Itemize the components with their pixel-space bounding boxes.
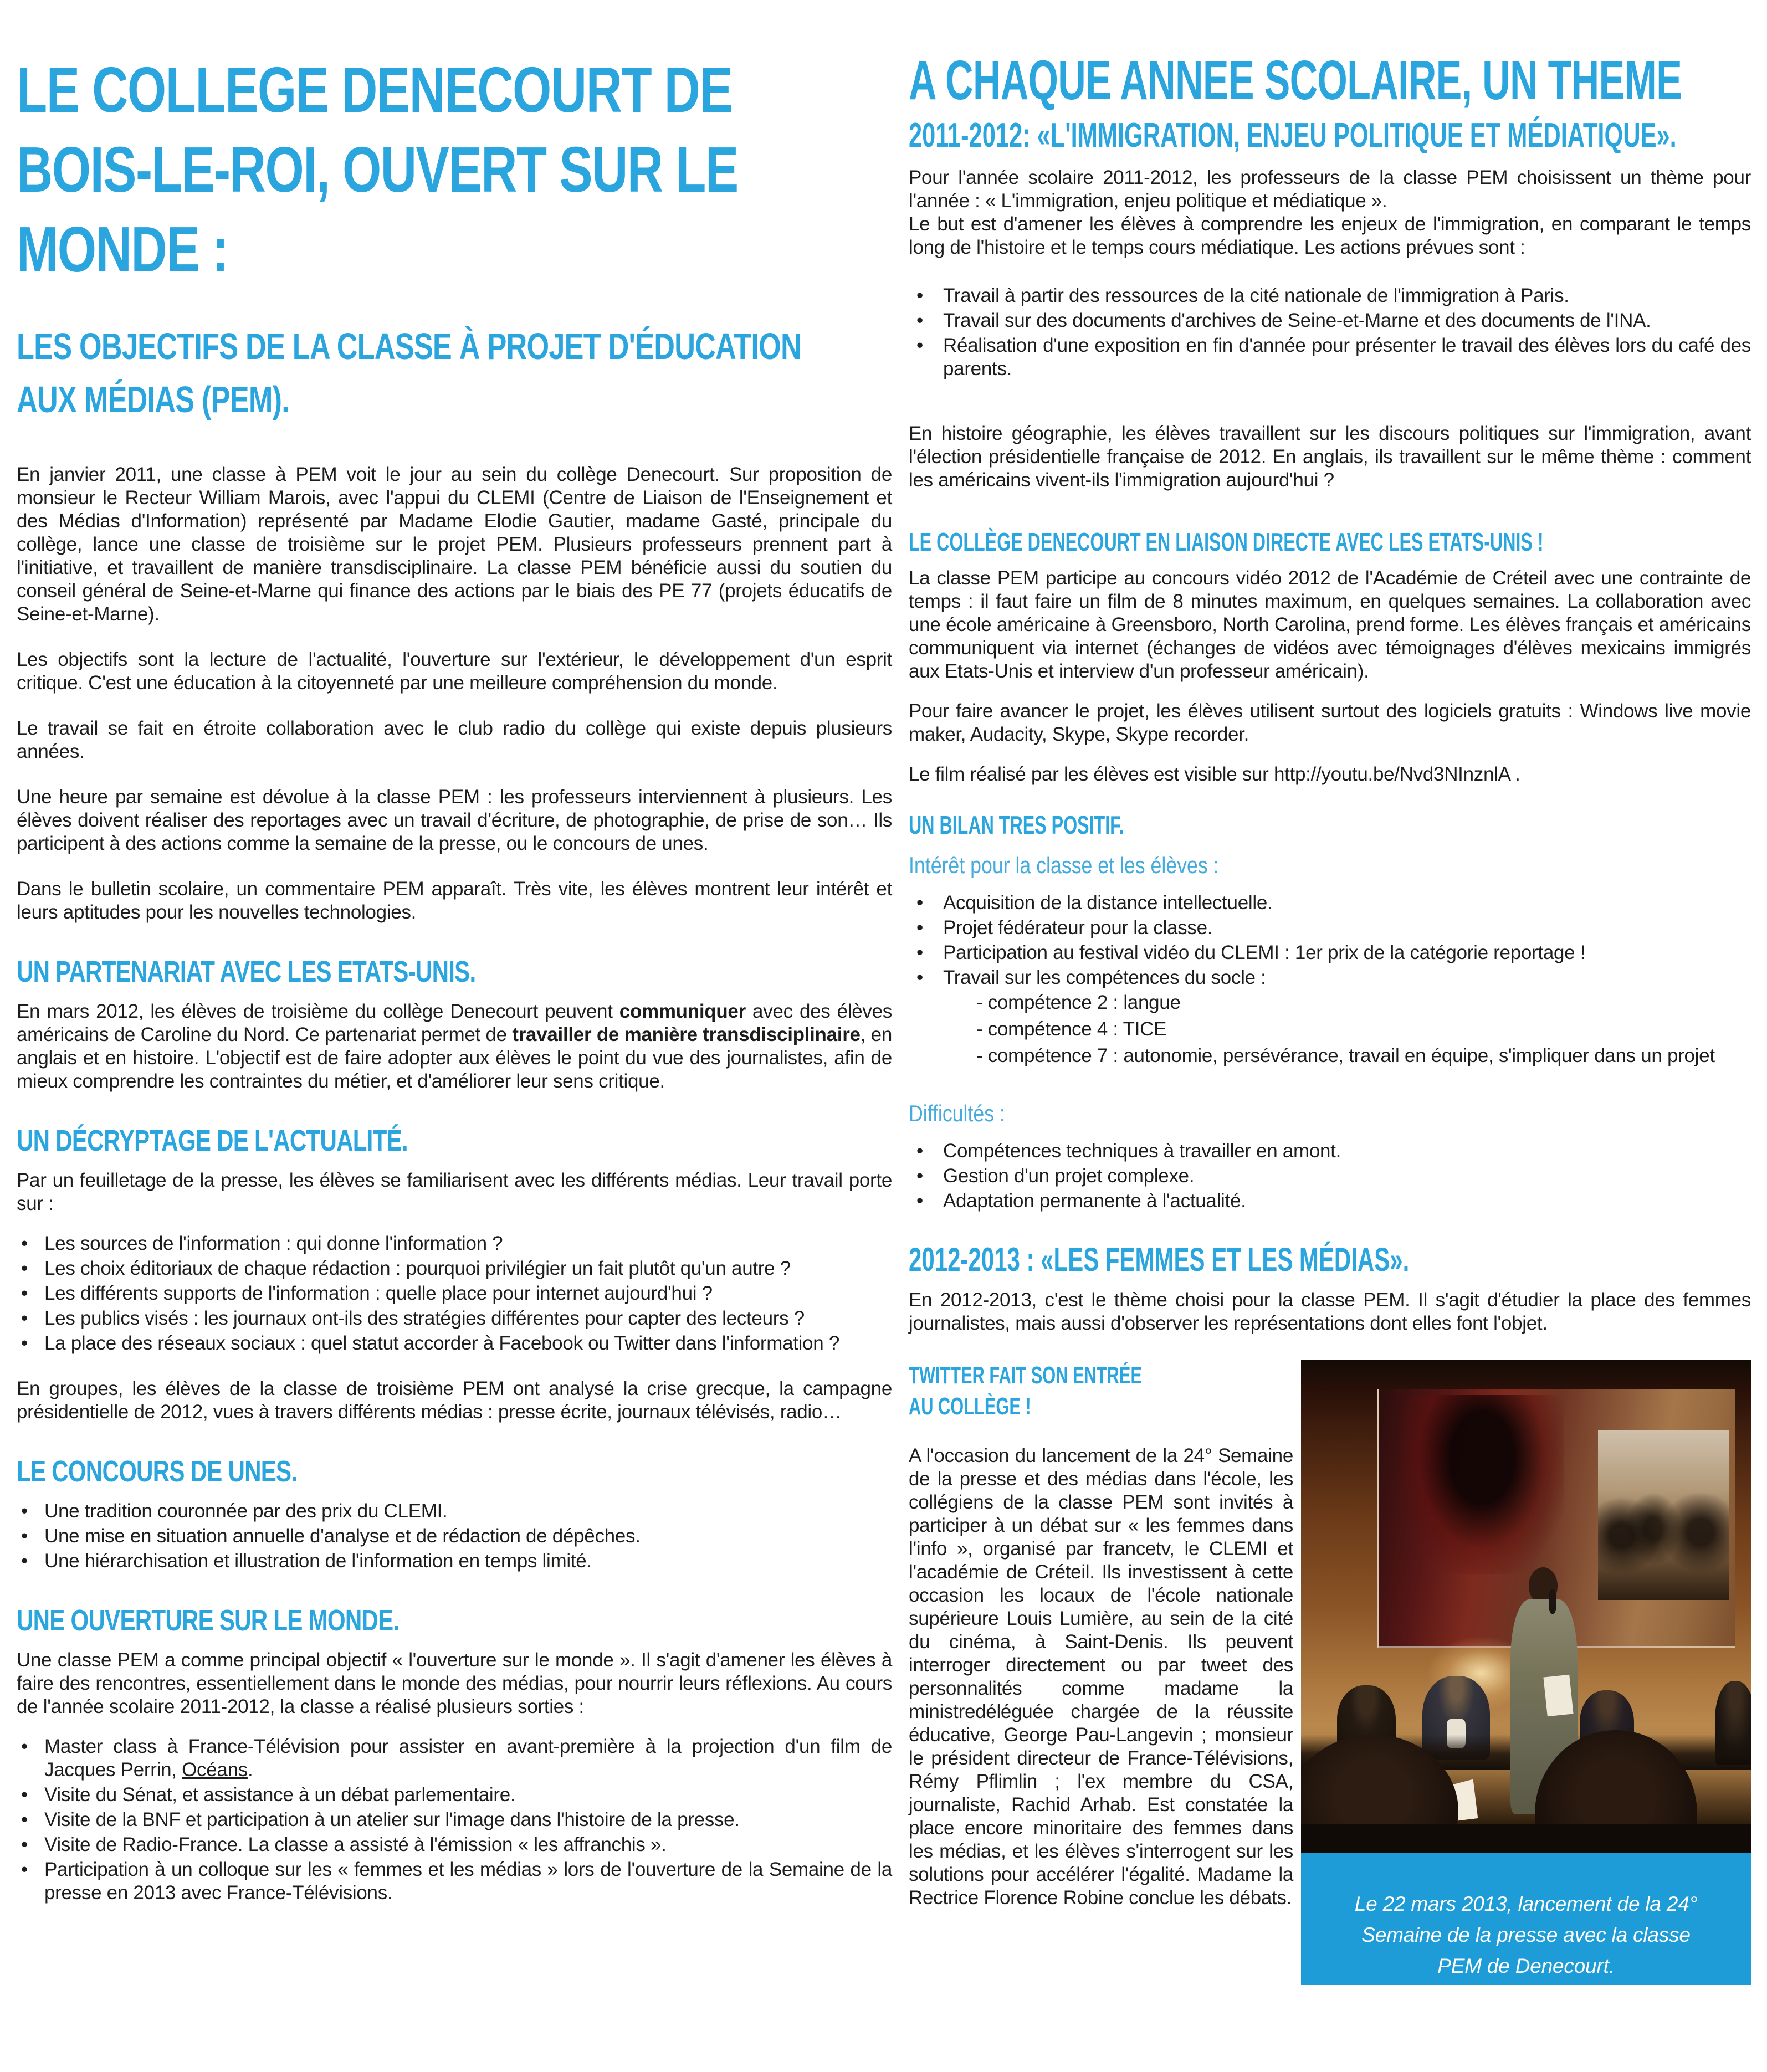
paragraph-femmes-medias: En 2012-2013, c'est le thème choisi pour la classe PEM. Il s'agit d'étudier la place des femmes journalistes, mais aussi d'observer les représentations dont elles font l'objet. (909, 1289, 1751, 1334)
page-title-line3: MONDE : (17, 213, 228, 285)
list-item: • Travail sur les compétences du socle : (909, 966, 1751, 989)
list-item: • Projet fédérateur pour la classe. (909, 916, 1751, 940)
heading-ouverture: UNE OUVERTURE SUR LE MONDE. (17, 1604, 400, 1637)
heading-twitter: TWITTER FAIT SON ENTRÉE AU COLLÈGE ! (909, 1362, 1142, 1420)
list-item: • Visite du Sénat, et assistance à un débat parlementaire. (17, 1783, 892, 1807)
microphone (1549, 1589, 1556, 1614)
list-item: • Travail sur des documents d'archives de Seine-et-Marne et des documents de l'INA. (909, 309, 1751, 332)
list-item: • Visite de la BNF et participation à un atelier sur l'image dans l'histoire de la presse. (17, 1808, 892, 1832)
list-item: • Master class à France-Télévision pour assister en avant-première à la projection d'un film de Jacques Perrin, Océans. (17, 1735, 892, 1782)
paragraph-ouverture: Une classe PEM a comme principal objectif « l'ouverture sur le monde ». Il s'agit d'amener les élèves à faire des rencontres, essentiellement dans le monde des médias, pour nourrir leurs réflexions. Au cours de l'année scolaire 2011-2012, la classe a réalisé plusieurs sorties : (17, 1649, 892, 1717)
list-concours (17, 1500, 892, 1573)
list-item: • La place des réseaux sociaux : quel statut accorder à Facebook ou Twitter dans l'information ? (17, 1332, 892, 1355)
paragraph-bulletin: Dans le bulletin scolaire, un commentaire PEM apparaît. Très vite, les élèves montrent leur intérêt et leurs aptitudes pour les nouvelles technologies. (17, 878, 892, 923)
heading-theme-annuel: A CHAQUE ANNEE SCOLAIRE, UN THEME (909, 49, 1682, 111)
photo-caption: Le 22 mars 2013, lancement de la 24° Semaine de la presse avec la classe PEM de Denecourt. (1301, 1853, 1751, 1985)
paragraph-heure-semaine: Une heure par semaine est dévolue à la classe PEM : les professeurs interviennent à plusieurs. Les élèves doivent réaliser des reportages avec un travail d'écriture, de photographie, de prise de son… Ils participent à des actions comme la semaine de la presse, ou le concours de unes. (17, 786, 892, 854)
page-subtitle (17, 320, 892, 427)
list-bilan (909, 891, 1751, 989)
speaker-notes (1544, 1674, 1574, 1716)
subheading-interet: Intérêt pour la classe et les élèves : (909, 852, 1219, 878)
paragraph-intro: En janvier 2011, une classe à PEM voit le jour au sein du collège Denecourt. Sur proposition de monsieur le Recteur William Marois, avec l'appui du CLEMI (Centre de Liaison de l'Enseignement et des Médias d'Information) représenté par Madame Elodie Gautier, madame Gasté, principale du collège, lance une classe de troisième sur le projet PEM. Plusieurs professeurs prennent part à l'initiative, et travaillent de manière transdisciplinaire. La classe PEM bénéficie aussi du soutien du conseil général de Seine-et-Marne qui finance des actions par le biais des PE 77 (projets éducatifs de Seine-et-Marne). (17, 464, 892, 625)
paragraph-groupes: En groupes, les élèves de la classe de troisième PEM ont analysé la crise grecque, la campagne présidentielle de 2012, vues à travers différents médias : presse écrite, journaux télévisés, radio… (17, 1378, 892, 1423)
underlined-oceans: Océans (182, 1759, 248, 1781)
list-item: • Les différents supports de l'information : quelle place pour internet aujourd'hui ? (17, 1282, 892, 1305)
list-item: • Acquisition de la distance intellectuelle. (909, 891, 1751, 915)
list-actions-prevues (909, 284, 1751, 381)
bold-communiquer: communiquer (619, 1001, 746, 1022)
left-column (17, 33, 892, 1906)
list-item: • Une mise en situation annuelle d'analyse et de rédaction de dépêches. (17, 1525, 892, 1548)
heading-decryptage: UN DÉCRYPTAGE DE L'ACTUALITÉ. (17, 1124, 408, 1157)
paragraph-theme-choix: Pour l'année scolaire 2011-2012, les professeurs de la classe PEM choisissent un thème pour l'année : « L'immigration, enjeu politique et médiatique ». (909, 167, 1751, 212)
paragraph-partenariat: En mars 2012, les élèves de troisième du collège Denecourt peuvent communiquer avec des élèves américains de Caroline du Nord. Ce partenariat permet de travailler de manière transdisciplinaire, en anglais et en histoire. L'objectif est de faire adopter aux élèves le point du vue des journalistes, afin de mieux comprendre les contraintes du métier, et d'améliorer leur sens critique. (17, 1001, 893, 1092)
conference-photo (1301, 1360, 1751, 1853)
list-item: • Les choix éditoriaux de chaque rédaction : pourquoi privilégier un fait plutôt qu'un autre ? (17, 1257, 892, 1280)
list-item: - compétence 4 : TICE (976, 1018, 1167, 1040)
seat-backs (1301, 1824, 1751, 1853)
heading-bilan: UN BILAN TRES POSITIF. (909, 811, 1124, 839)
paragraph-twitter: A l'occasion du lancement de la 24° Semaine de la presse et des médias dans l'école, les collégiens de la classe PEM sont invités à participer à un débat sur « les femmes dans l'info », organisé par francetv, le CLEMI et l'académie de Créteil. Ils investissent à cette occasion les locaux de l'école nationale supérieure Louis Lumière, au sein de la cité du cinéma, à Saint-Denis. Ils peuvent interroger directement ou par tweet des personnalités comme madame la ministredéléguée chargée de la réussite éducative, George Pau-Langevin ; monsieur le président directeur de France-Télévisions, Rémy Pflimlin ; l'ex membre du CSA, journaliste, Rachid Arhab. Est constatée la place encore minoritaire des femmes dans les médias, et les élèves s'interrogent sur les solutions pour accélérer l'égalité. Madame la Rectrice Florence Robine conclue les débats. (909, 1445, 1293, 1909)
list-decryptage (17, 1232, 892, 1355)
list-item: • Réalisation d'une exposition en fin d'année pour présenter le travail des élèves lors du café des parents. (909, 334, 1751, 381)
paragraph-objectifs: Les objectifs sont la lecture de l'actualité, l'ouverture sur l'extérieur, le développement d'un esprit critique. C'est une éducation à la citoyenneté par une meilleure compréhension du monde. (17, 649, 892, 694)
list-item: • Une hiérarchisation et illustration de l'information en temps limité. (17, 1550, 892, 1573)
screen-silhouette (1401, 1395, 1564, 1574)
heading-femmes-medias: 2012-2013 : «LES FEMMES ET LES MÉDIAS». (909, 1241, 1410, 1278)
bold-transdisciplinaire: travailler de manière transdisciplinaire (512, 1024, 861, 1045)
paragraph-feuilletage: Par un feuilletage de la presse, les élèves se familiarisent avec les différents médias. Leur travail porte sur : (17, 1170, 892, 1214)
paragraph-logiciels: Pour faire avancer le projet, les élèves utilisent surtout des logiciels gratuits : Windows live movie maker, Audacity, Skype, Skype recorder. (909, 700, 1751, 745)
list-item: • Travail à partir des ressources de la cité nationale de l'immigration à Paris. (909, 284, 1751, 307)
heading-liaison-etats-unis: LE COLLÈGE DENECOURT EN LIAISON DIRECTE AVEC LES ETATS-UNIS ! (909, 527, 1544, 556)
twitter-section (909, 1360, 1751, 1985)
page-subtitle-line2: AUX MÉDIAS (PEM). (17, 379, 289, 420)
subheading-difficultes: Difficultés : (909, 1100, 1005, 1126)
list-item: • Gestion d'un projet complexe. (909, 1165, 1751, 1188)
photo-block (1301, 1360, 1751, 1985)
right-column (909, 33, 1751, 1985)
paragraph-histoire-geo: En histoire géographie, les élèves travaillent sur les discours politiques sur l'immigration, avant l'élection présidentielle française de 2012. En anglais, ils travaillent sur le même thème : comment les américains vivent-ils l'immigration aujourd'hui ? (909, 423, 1751, 491)
page-title (17, 50, 892, 289)
list-item: • Compétences techniques à travailler en amont. (909, 1140, 1751, 1163)
list-difficultes (909, 1140, 1751, 1213)
paragraph-film-lien: Le film réalisé par les élèves est visible sur http://youtu.be/Nvd3NInznlA . (909, 763, 1520, 785)
page-subtitle-line1: LES OBJECTIFS DE LA CLASSE À PROJET D'ÉDUCATION (17, 326, 801, 367)
paragraph-club-radio: Le travail se fait en étroite collaboration avec le club radio du collège qui existe depuis plusieurs années. (17, 717, 892, 762)
heading-2011-2012: 2011-2012: «L'IMMIGRATION, ENJEU POLITIQUE ET MÉDIATIQUE». (909, 116, 1677, 155)
heading-concours: LE CONCOURS DE UNES. (17, 1455, 298, 1488)
list-item: • Une tradition couronnée par des prix du CLEMI. (17, 1500, 892, 1523)
list-item: • Les publics visés : les journaux ont-ils des stratégies différentes pour capter des lecteurs ? (17, 1307, 892, 1330)
youtube-link[interactable]: http://youtu.be/Nvd3NInznlA (1273, 763, 1510, 785)
list-item: - compétence 2 : langue (976, 992, 1181, 1013)
page-title-line1: LE COLLEGE DENECOURT DE (17, 54, 733, 126)
paragraph-concours-video: La classe PEM participe au concours vidéo 2012 de l'Académie de Créteil avec une contrainte de temps : il faut faire un film de 8 minutes maximum, en quelques semaines. La collaboration avec une école américaine à Greensboro, North Carolina, prend forme. Les élèves français et américains communiquent via internet (échanges de vidéos avec témoignages d'élèves mexicains immigrés aux Etats-Unis et interview d'un professeur américain). (909, 567, 1751, 682)
page-title-line2: BOIS-LE-ROI, OUVERT SUR LE (17, 134, 738, 206)
list-competences-socle (909, 991, 1751, 1068)
list-item: - compétence 7 : autonomie, persévérance, travail en équipe, s'impliquer dans un projet (976, 1045, 1715, 1066)
list-item: • Adaptation permanente à l'actualité. (909, 1189, 1751, 1213)
list-item: • Participation à un colloque sur les « femmes et les médias » lors de l'ouverture de la Semaine de la presse en 2013 avec France-Télévisions. (17, 1858, 892, 1905)
paragraph-theme-but: Le but est d'amener les élèves à comprendre les enjeux de l'immigration, en comparant le temps long de l'histoire et le temps cours médiatique. Les actions prévues sont : (909, 213, 1751, 258)
heading-partenariat: UN PARTENARIAT AVEC LES ETATS-UNIS. (17, 955, 476, 988)
list-item: • Visite de Radio-France. La classe a assisté à l'émission « les affranchis ». (17, 1833, 892, 1856)
list-sorties (17, 1735, 892, 1905)
screen-panel-image (1598, 1430, 1729, 1599)
twitter-text-column (909, 1360, 1293, 1985)
list-item: • Les sources de l'information : qui donne l'information ? (17, 1232, 892, 1255)
list-item: • Participation au festival vidéo du CLEMI : 1er prix de la catégorie reportage ! (909, 941, 1751, 965)
